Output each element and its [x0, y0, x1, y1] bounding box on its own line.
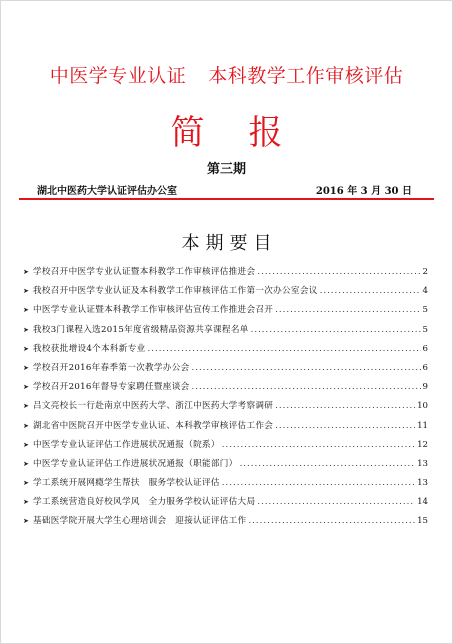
dot-leader — [275, 305, 420, 315]
toc-item[interactable] — [23, 438, 428, 457]
dot-leader — [222, 440, 415, 450]
header-divider — [19, 198, 434, 200]
toc-heading: 本期要目 — [181, 233, 278, 254]
toc-item-title: 湖北省中医院召开中医学专业认证、本科教学审核评估工作会 — [33, 420, 274, 431]
toc-item-page: 9 — [422, 382, 428, 393]
arrow-bullet-icon: ➤ — [23, 344, 29, 353]
toc-item-page: 6 — [422, 362, 428, 373]
toc-item-page: 14 — [417, 497, 428, 508]
arrow-bullet-icon: ➤ — [23, 498, 29, 507]
toc-item[interactable] — [23, 284, 428, 303]
arrow-bullet-icon: ➤ — [23, 383, 29, 392]
bulletin-title: 简报 — [170, 113, 327, 153]
toc-item[interactable] — [23, 399, 428, 418]
toc-item-page: 12 — [417, 439, 428, 450]
dot-leader — [257, 267, 420, 277]
toc-item[interactable] — [23, 361, 428, 380]
dot-leader — [275, 421, 415, 431]
toc-list — [23, 265, 428, 534]
toc-item-page: 15 — [417, 516, 428, 527]
toc-item-title: 学工系统开展网瘾学生帮扶 服务学校认证评估 — [33, 478, 220, 489]
toc-item-title: 吕文亮校长一行赴南京中医药大学、浙江中医药大学考察调研 — [33, 401, 274, 412]
dot-leader — [275, 401, 415, 411]
arrow-bullet-icon: ➤ — [23, 479, 29, 488]
toc-item[interactable] — [23, 265, 428, 284]
arrow-bullet-icon: ➤ — [23, 287, 29, 296]
toc-item-title: 我校获批增设4个本科新专业 — [33, 343, 146, 354]
header-right-title: 本科教学工作审核评估 — [208, 65, 404, 87]
toc-item[interactable] — [23, 495, 428, 514]
toc-item-title: 学校召开2016年督导专家聘任暨座谈会 — [33, 382, 190, 393]
publication-meta — [37, 182, 412, 197]
toc-item-title: 中医学专业认证评估工作进展状况通报（职能部门） — [33, 458, 238, 469]
publication-date: 2016 年 3 月 30 日 — [315, 186, 412, 197]
header-title — [1, 61, 452, 88]
toc-item-title: 我校召开中医学专业认证及本科教学工作审核评估工作第一次办公室会议 — [33, 286, 318, 297]
arrow-bullet-icon: ➤ — [23, 440, 29, 449]
toc-item-title: 中医学专业认证暨本科教学工作审核评估宣传工作推进会召开 — [33, 305, 274, 316]
dot-leader — [320, 286, 421, 296]
arrow-bullet-icon: ➤ — [23, 363, 29, 372]
arrow-bullet-icon: ➤ — [23, 325, 29, 334]
arrow-bullet-icon: ➤ — [23, 421, 29, 430]
toc-item-page: 5 — [422, 324, 428, 335]
toc-item-page: 13 — [417, 458, 428, 469]
toc-item[interactable] — [23, 323, 428, 342]
arrow-bullet-icon: ➤ — [23, 517, 29, 526]
toc-item-page: 11 — [417, 420, 428, 431]
toc-item[interactable] — [23, 342, 428, 361]
toc-item-title: 我校3门课程入选2015年度省级精品资源共享课程名单 — [33, 324, 249, 335]
dot-leader — [257, 497, 415, 507]
toc-item-page: 2 — [422, 267, 428, 277]
dot-leader — [251, 325, 421, 335]
office-name: 湖北中医药大学认证评估办公室 — [37, 186, 177, 197]
header-left-title: 中医学专业认证 — [49, 65, 187, 87]
dot-leader — [240, 459, 416, 469]
toc-item[interactable] — [23, 303, 428, 322]
toc-item[interactable] — [23, 457, 428, 476]
dot-leader — [148, 344, 421, 354]
toc-item-title: 学校召开2016年春季第一次教学办公会 — [33, 362, 190, 373]
toc-item-page: 6 — [422, 343, 428, 354]
toc-item-title: 学校召开中医学专业认证暨本科教学工作审核评估推进会 — [33, 267, 256, 277]
dot-leader — [222, 478, 415, 488]
dot-leader — [191, 363, 420, 373]
toc-item[interactable] — [23, 514, 428, 533]
dot-leader — [248, 516, 415, 526]
toc-item-page: 4 — [422, 286, 428, 297]
toc-item[interactable] — [23, 380, 428, 399]
arrow-bullet-icon: ➤ — [23, 306, 29, 315]
toc-item-title: 学工系统营造良好校风学风 全力服务学校认证评估大局 — [33, 497, 256, 508]
toc-item-page: 5 — [422, 305, 428, 316]
arrow-bullet-icon: ➤ — [23, 459, 29, 468]
toc-item-page: 10 — [417, 401, 428, 412]
issue-number: 第三期 — [206, 162, 246, 177]
toc-item[interactable] — [23, 419, 428, 438]
arrow-bullet-icon: ➤ — [23, 268, 29, 276]
toc-item-title: 中医学专业认证评估工作进展状况通报（院系） — [33, 439, 220, 450]
dot-leader — [191, 382, 420, 392]
arrow-bullet-icon: ➤ — [23, 402, 29, 411]
toc-item[interactable] — [23, 476, 428, 495]
toc-item-page: 13 — [417, 478, 428, 489]
toc-item-title: 基础医学院开展大学生心理培训会 迎接认证评估工作 — [33, 516, 247, 527]
